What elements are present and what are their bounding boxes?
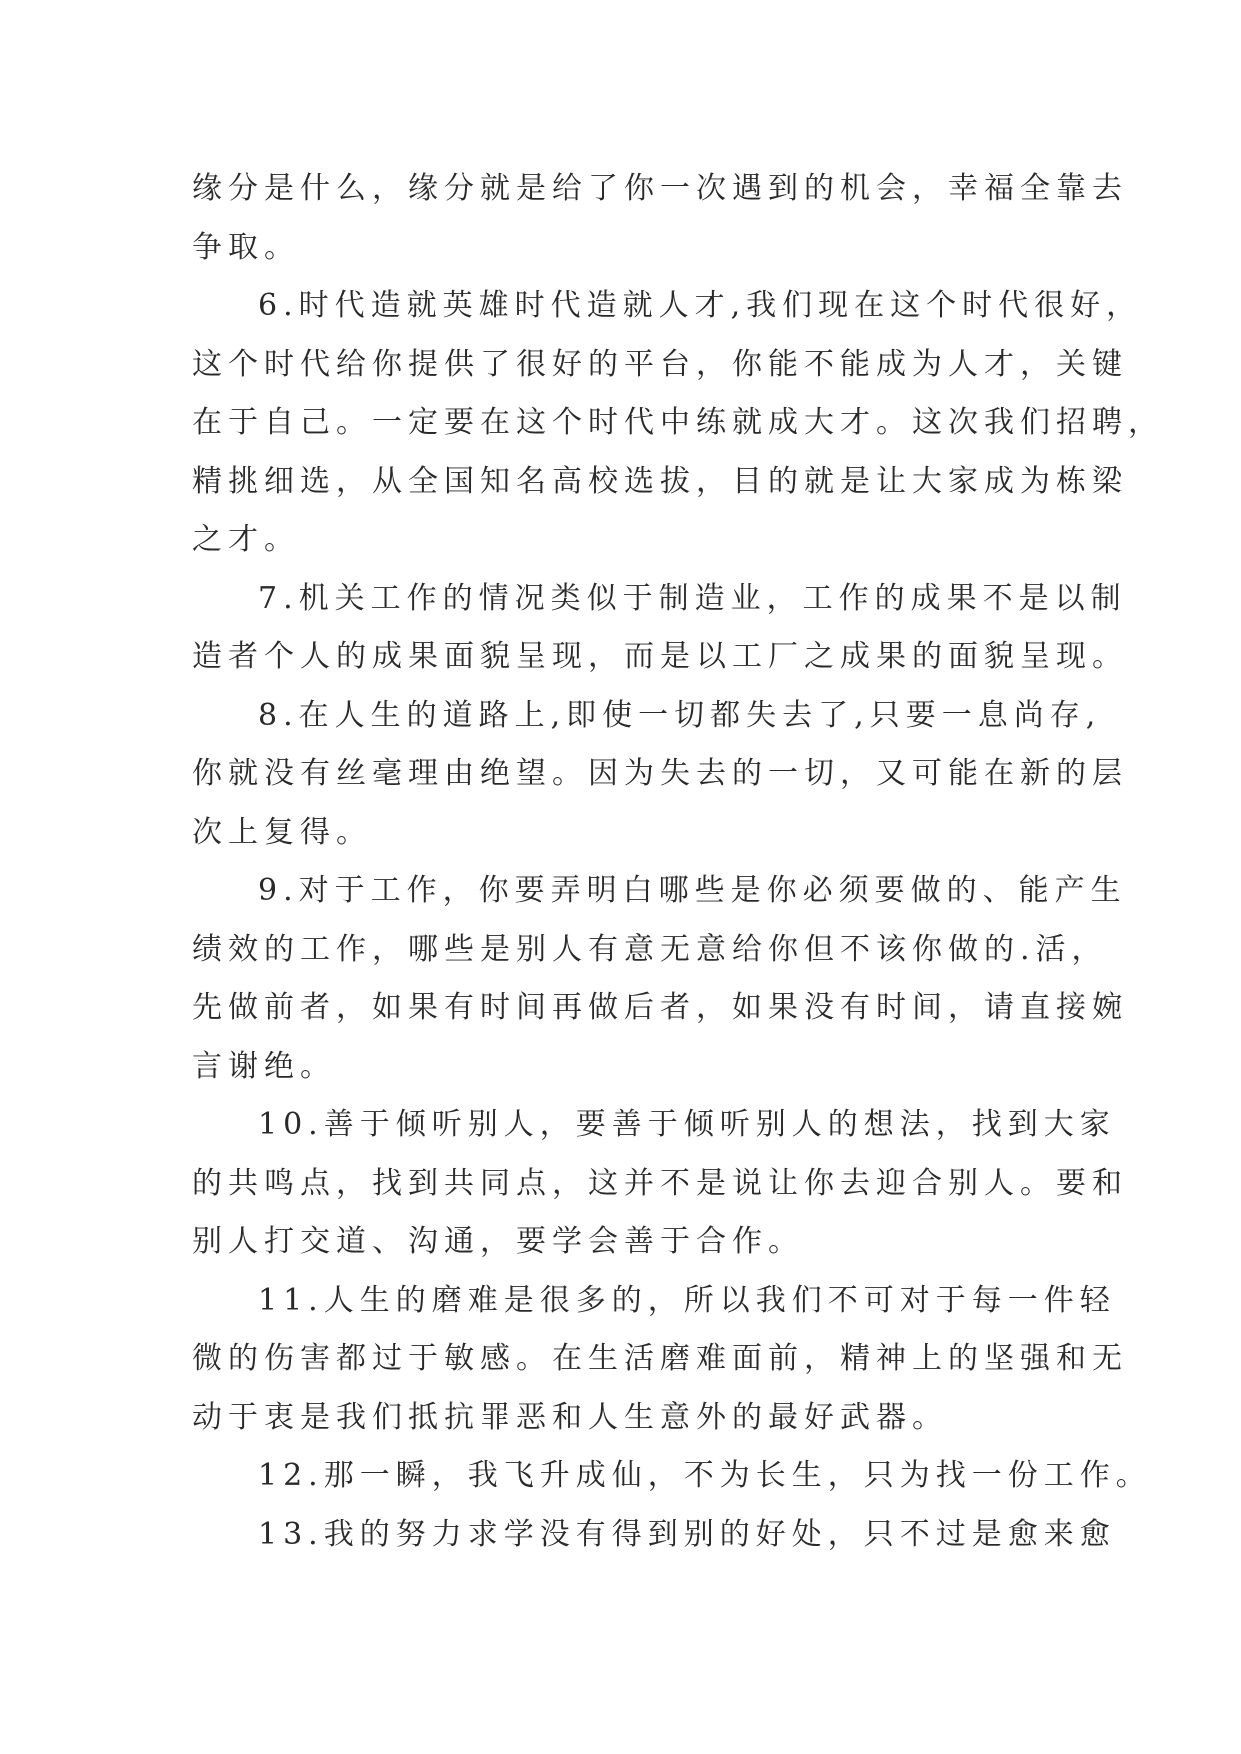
text-line: 次上复得。 xyxy=(192,814,372,850)
text-line: 这个时代给你提供了很好的平台，你能不能成为人才，关键 xyxy=(192,346,1128,382)
text-line: 别人打交道、沟通，要学会善于合作。 xyxy=(192,1224,804,1259)
text-line: 微的伤害都过于敏感。在生活磨难面前，精神上的坚强和无 xyxy=(192,1341,1128,1376)
text-line: 动于衷是我们抵抗罪恶和人生意外的最好武器。 xyxy=(192,1399,948,1435)
text-line: 10.善于倾听别人，要善于倾听别人的想法，找到大家 xyxy=(258,1107,1116,1142)
text-line: 12.那一瞬，我飞升成仙，不为长生，只为找一份工作。 xyxy=(258,1458,1152,1493)
text-line: 8.在人生的道路上,即使一切都失去了,只要一息尚存, xyxy=(258,697,1102,733)
text-line: 9.对于工作，你要弄明白哪些是你必须要做的、能产生 xyxy=(258,873,1127,908)
text-line: 6.时代造就英雄时代造就人才,我们现在这个时代很好， xyxy=(258,288,1143,323)
text-line: 之才。 xyxy=(192,522,300,557)
text-line: 7.机关工作的情况类似于制造业，工作的成果不是以制 xyxy=(258,580,1127,616)
text-line: 精挑细选，从全国知名高校选拔，目的就是让大家成为栋梁 xyxy=(192,463,1128,499)
text-line: 13.我的努力求学没有得到别的好处，只不过是愈来愈 xyxy=(258,1516,1116,1552)
text-line: 的共鸣点，找到共同点，这并不是说让你去迎合别人。要和 xyxy=(192,1165,1128,1201)
text-line: 缘分是什么，缘分就是给了你一次遇到的机会，幸福全靠去 xyxy=(192,171,1128,206)
text-line: 争取。 xyxy=(192,229,300,265)
text-line: 在于自己。一定要在这个时代中练就成大才。这次我们招聘， xyxy=(192,405,1164,440)
text-line: 先做前者，如果有时间再做后者，如果没有时间，请直接婉 xyxy=(192,990,1128,1025)
text-line: 绩效的工作，哪些是别人有意无意给你但不该你做的.活， xyxy=(192,931,1108,967)
text-line: 言谢绝。 xyxy=(192,1048,336,1084)
document-body xyxy=(192,160,1164,1564)
text-line: 你就没有丝毫理由绝望。因为失去的一切，又可能在新的层 xyxy=(192,756,1128,791)
text-line: 造者个人的成果面貌呈现，而是以工厂之成果的面貌呈现。 xyxy=(192,639,1128,674)
text-line: 11.人生的磨难是很多的，所以我们不可对于每一件轻 xyxy=(258,1282,1116,1318)
